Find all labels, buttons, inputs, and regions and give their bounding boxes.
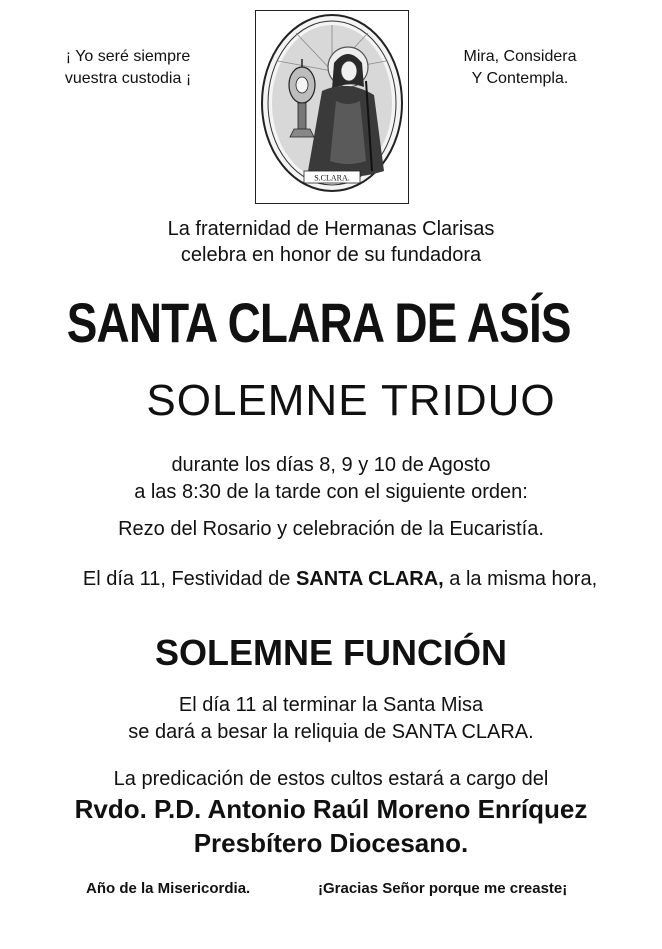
quote-right [440, 46, 600, 90]
preacher-name: Rvdo. P.D. Antonio Raúl Moreno Enríquez [74, 794, 588, 824]
quote-left-line1: ¡ Yo seré siempre [65, 48, 191, 65]
intro-text [0, 216, 662, 268]
saint-clara-engraving [255, 10, 409, 204]
image-caption: S.CLARA. [314, 173, 350, 183]
feast-suffix: a la misma hora, [443, 568, 598, 590]
quote-left [38, 46, 218, 90]
page-subtitle: SOLEMNE TRIDUO [146, 376, 556, 425]
quote-left-line2: vuestra custodia ¡ [64, 70, 192, 87]
relic-text [0, 692, 662, 746]
relic-line1: El día 11 al terminar la Santa Misa [178, 694, 484, 716]
feast-prefix: El día 11, Festividad de [82, 568, 296, 590]
function-title: SOLEMNE FUNCIÓN [154, 632, 507, 673]
feast-text [60, 566, 620, 592]
page-title: SANTA CLARA DE ASÍS [66, 291, 571, 354]
rosary-text: Rezo del Rosario y celebración de la Eucaristía. [118, 518, 544, 540]
footer-left: Año de la Misericordia. [86, 880, 251, 897]
footer-right: ¡Gracias Señor porque me creaste¡ [318, 880, 568, 897]
schedule-line1: durante los días 8, 9 y 10 de Agosto [171, 454, 491, 476]
preacher-intro: La predicación de estos cultos estará a cargo del [113, 768, 549, 790]
preacher-role: Presbítero Diocesano. [193, 828, 469, 858]
relic-line2: se dará a besar la reliquia de SANTA CLARA. [128, 721, 534, 743]
schedule-line2: a las 8:30 de la tarde con el siguiente orden: [134, 481, 528, 503]
intro-line1: La fraternidad de Hermanas Clarisas [167, 218, 495, 240]
intro-line2: celebra en honor de su fundadora [180, 244, 482, 266]
schedule-text [0, 452, 662, 506]
feast-saint: SANTA CLARA, [295, 568, 444, 590]
quote-right-line2: Y Contempla. [471, 70, 569, 87]
saint-clara-engraving-art [256, 11, 408, 203]
quote-right-line1: Mira, Considera [463, 48, 577, 65]
